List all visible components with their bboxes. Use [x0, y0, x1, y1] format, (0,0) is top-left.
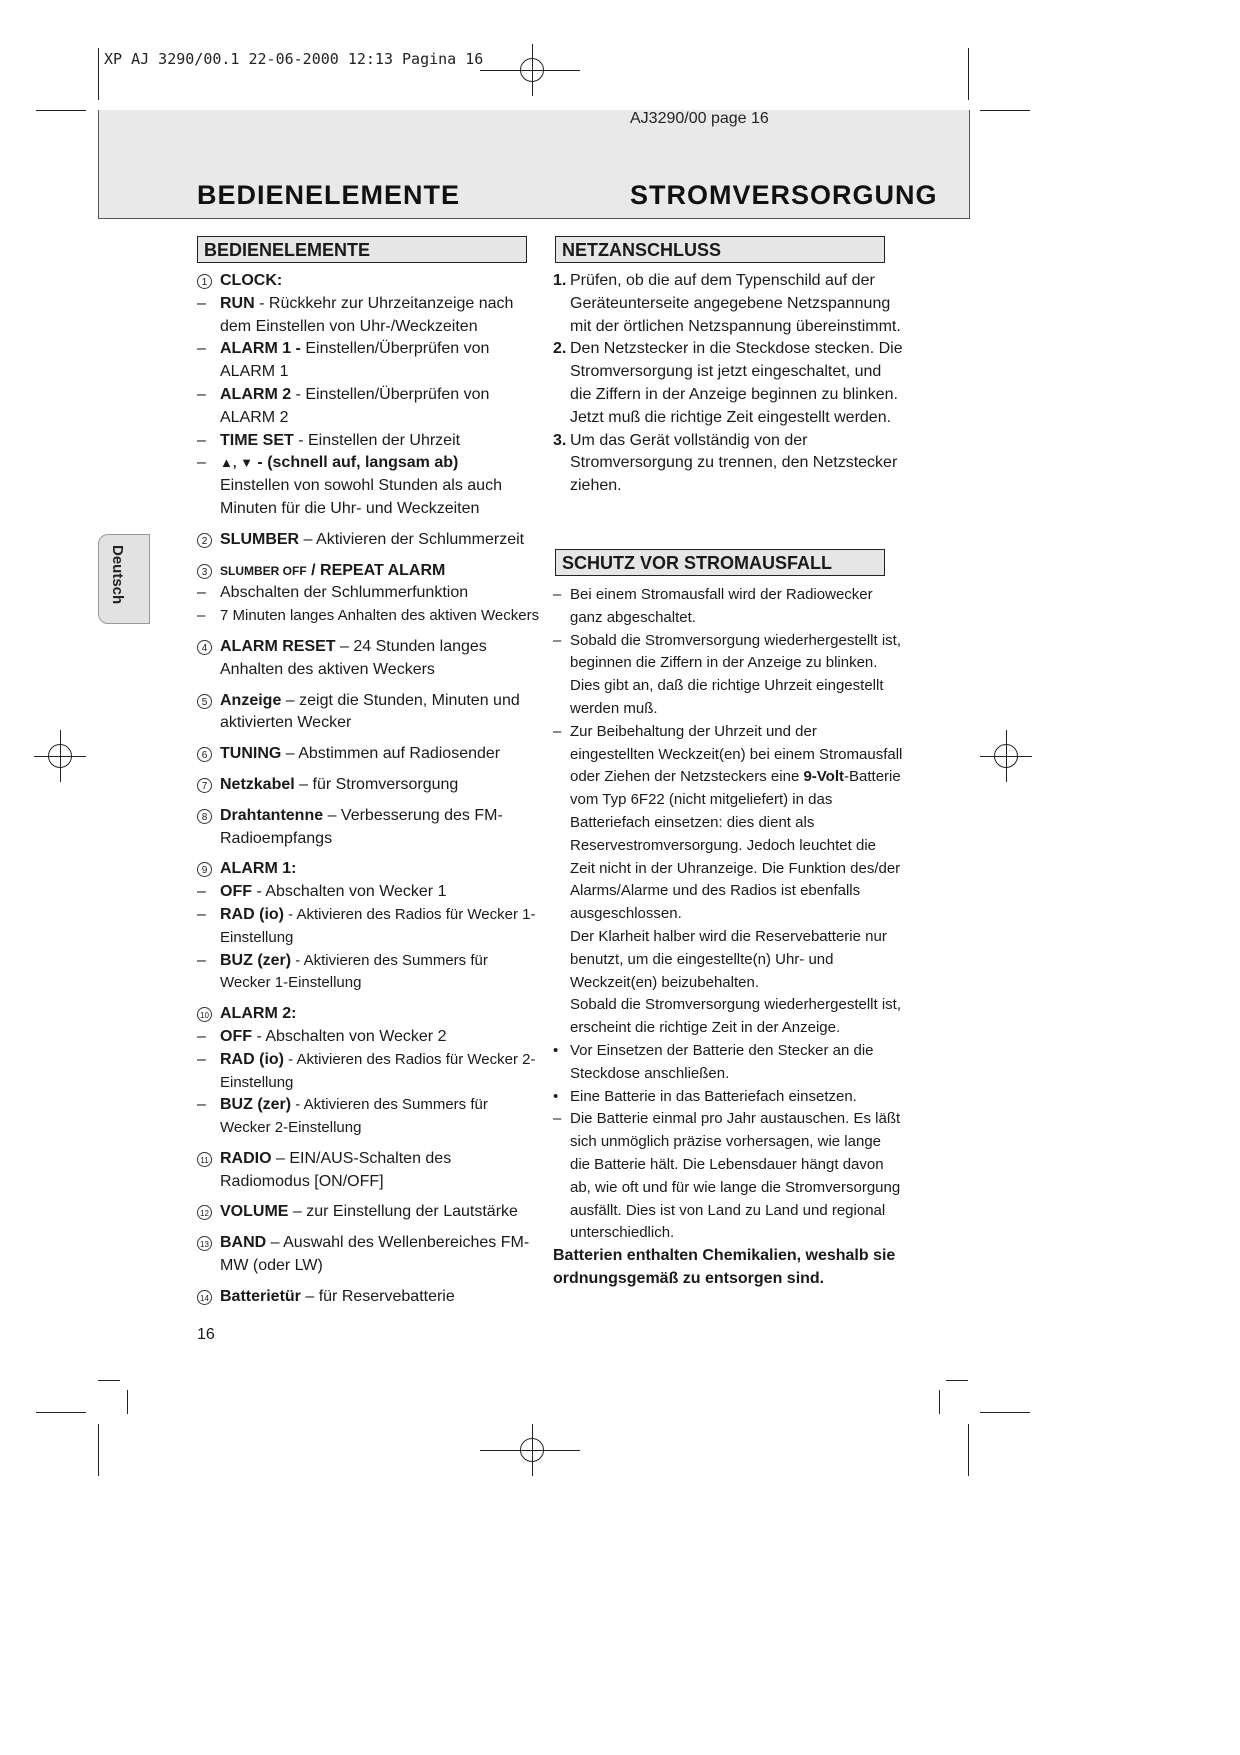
list-item: • Vor Einsetzen der Batterie den Stecker an die Steckdose anschließen. [553, 1040, 903, 1086]
callout-number: 14 [197, 1290, 212, 1305]
list-item: – 7 Minuten langes Anhalten des aktiven Weckers [197, 605, 542, 628]
control-item: 13 BAND – Auswahl des Wellenbereiches FM-MW (oder LW) [197, 1232, 542, 1278]
list-item: – BUZ (zer) - Aktivieren des Summers für Wecker 1-Einstellung [197, 950, 542, 996]
page-reference: AJ3290/00 page 16 [630, 110, 769, 127]
battery-warning: Batterien enthalten Chemikalien, weshalb sie ordnungsgemäß zu entsorgen sind. [553, 1247, 896, 1287]
callout-number: 2 [197, 533, 212, 548]
registration-mark-right [980, 730, 1032, 782]
callout-number: 11 [197, 1152, 212, 1167]
list-item: • Eine Batterie in das Batteriefach einsetzen. [553, 1086, 903, 1109]
callout-number: 12 [197, 1205, 212, 1220]
control-item: 9 ALARM 1: [197, 858, 542, 881]
list-item: – ALARM 1 - Einstellen/Überprüfen von ALARM 1 [197, 338, 542, 384]
crop-mark [968, 48, 969, 100]
control-item: 3 SLUMBER OFF / REPEAT ALARM [197, 560, 542, 583]
control-item: 6 TUNING – Abstimmen auf Radiosender [197, 743, 542, 766]
language-tab-label: Deutsch [109, 545, 126, 605]
crop-mark [98, 1424, 99, 1476]
registration-mark-left [34, 730, 86, 782]
crop-mark [480, 1450, 580, 1451]
control-item: 12 VOLUME – zur Einstellung der Lautstärke [197, 1201, 542, 1224]
mains-steps [553, 270, 903, 498]
crop-mark [946, 1380, 968, 1381]
list-item: – TIME SET - Einstellen der Uhrzeit [197, 430, 542, 453]
section-heading-mains: NETZANSCHLUSS [555, 236, 885, 263]
crop-mark [98, 48, 99, 100]
callout-number: 1 [197, 274, 212, 289]
crop-mark [980, 110, 1030, 111]
callout-number: 6 [197, 747, 212, 762]
step: 1. Prüfen, ob die auf dem Typenschild auf der Geräteunterseite angegebene Netzspannung mit der örtlichen Netzspannung übereinstimmt. [553, 272, 901, 335]
page-title-left: BEDIENELEMENTE [197, 180, 461, 210]
control-item: 11 RADIO – EIN/AUS-Schalten des Radiomodus [ON/OFF] [197, 1148, 542, 1194]
list-item: – RAD (io) - Aktivieren des Radios für Wecker 2-Einstellung [197, 1049, 542, 1095]
page-title-right: STROMVERSORGUNG [630, 180, 938, 210]
list-item: – OFF - Abschalten von Wecker 2 [197, 1026, 542, 1049]
section-heading-controls: BEDIENELEMENTE [197, 236, 527, 263]
control-item: 1 CLOCK: [197, 270, 542, 293]
callout-number: 5 [197, 694, 212, 709]
section-heading-power-failure: SCHUTZ VOR STROMAUSFALL [555, 549, 885, 576]
up-down-arrow-icon: ▲, ▼ [220, 455, 253, 471]
control-item: 14 Batterietür – für Reservebatterie [197, 1286, 542, 1309]
callout-number: 7 [197, 778, 212, 793]
control-item: 4 ALARM RESET – 24 Stunden langes Anhalten des aktiven Weckers [197, 636, 542, 682]
callout-number: 4 [197, 640, 212, 655]
list-item: – Abschalten der Schlummerfunktion [197, 582, 542, 605]
list-item: – Bei einem Stromausfall wird der Radiowecker ganz abgeschaltet. [553, 584, 903, 630]
controls-list [197, 270, 542, 1309]
list-item: – ALARM 2 - Einstellen/Überprüfen von ALARM 2 [197, 384, 542, 430]
page-number: 16 [197, 1326, 215, 1343]
crop-mark [980, 1412, 1030, 1413]
control-item: 5 Anzeige – zeigt die Stunden, Minuten und aktivierten Wecker [197, 690, 542, 736]
crop-mark [480, 70, 580, 71]
crop-mark [127, 1390, 128, 1414]
print-slug: XP AJ 3290/00.1 22-06-2000 12:13 Pagina 16 [104, 50, 484, 68]
callout-number: 9 [197, 862, 212, 877]
power-failure-text [553, 584, 903, 1291]
callout-number: 8 [197, 809, 212, 824]
list-item: – Die Batterie einmal pro Jahr austauschen. Es läßt sich unmöglich präzise vorhersagen, wie lange die Batterie hält. Die Lebensdauer hängt davon ab, wie oft und für wie lange die Stromversorgung ausfällt. Dies ist von Land zu Land und regional unterschiedlich. [553, 1108, 903, 1245]
list-item: – RAD (io) - Aktivieren des Radios für Wecker 1-Einstellung [197, 904, 542, 950]
crop-mark [939, 1390, 940, 1414]
list-item: – OFF - Abschalten von Wecker 1 [197, 881, 542, 904]
list-item: – Sobald die Stromversorgung wiederhergestellt ist, beginnen die Ziffern in der Anzeige zu blinken. Dies gibt an, daß die richtige Uhrzeit eingestellt werden muß. [553, 630, 903, 721]
list-item: – BUZ (zer) - Aktivieren des Summers für Wecker 2-Einstellung [197, 1094, 542, 1140]
control-item: 2 SLUMBER – Aktivieren der Schlummerzeit [197, 529, 542, 552]
language-tab [98, 534, 150, 624]
step: 3. Um das Gerät vollständig von der Stromversorgung zu trennen, den Netzstecker ziehen. [553, 431, 898, 495]
callout-number: 13 [197, 1236, 212, 1251]
list-item: – Zur Beibehaltung der Uhrzeit und der eingestellten Weckzeit(en) bei einem Stromausfall oder Ziehen der Netzsteckers eine 9-Volt-Batterie vom Typ 6F22 (nicht mitgeliefert) in das Batteriefach einsetzen: dies dient als Reservestromversorgung. Jedoch leuchtet die Zeit nicht in der Uhranzeige. Die Funktion des/der Alarms/Alarme und des Radios ist ebenfalls ausgeschlossen. Der Klarheit halber wird die Reservebatterie nur benutzt, um die eingestellte(n) Uhr- und Weckzeit(en) beizubehalten. Sobald die Stromversorgung wiederhergestellt ist, erscheint die richtige Zeit in der Anzeige. [553, 721, 903, 1040]
callout-number: 3 [197, 564, 212, 579]
list-item: – ▲, ▼ - (schnell auf, langsam ab) Einstellen von sowohl Stunden als auch Minuten für die Uhr- und Weckzeiten [197, 452, 542, 520]
callout-number: 10 [197, 1007, 212, 1022]
step: 2. Den Netzstecker in die Steckdose stecken. Die Stromversorgung ist jetzt eingeschaltet, und die Ziffern in der Anzeige beginnen zu blinken. Jetzt muß die richtige Zeit eingestellt werden. [553, 340, 903, 426]
crop-mark [98, 1380, 120, 1381]
list-item: – RUN - Rückkehr zur Uhrzeitanzeige nach dem Einstellen von Uhr-/Weckzeiten [197, 293, 542, 339]
crop-mark [968, 1424, 969, 1476]
crop-mark [36, 1412, 86, 1413]
control-item: 10 ALARM 2: [197, 1003, 542, 1026]
control-item: 8 Drahtantenne – Verbesserung des FM-Radioempfangs [197, 805, 542, 851]
control-item: 7 Netzkabel – für Stromversorgung [197, 774, 542, 797]
crop-mark [36, 110, 86, 111]
